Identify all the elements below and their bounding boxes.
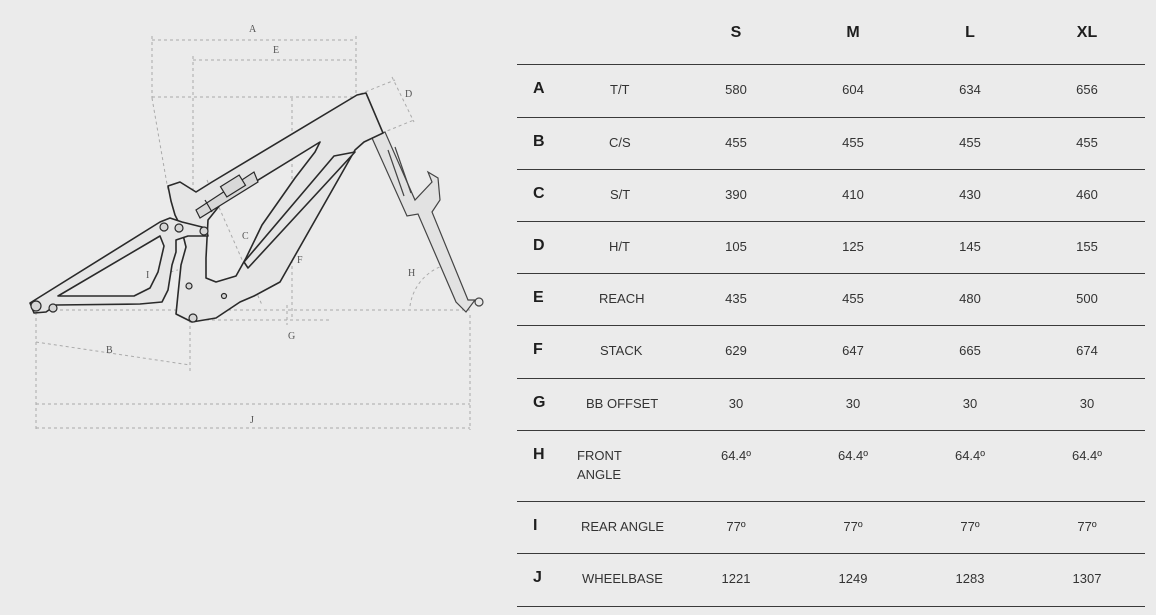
size-header-l: L (965, 24, 975, 41)
table-row (517, 554, 1145, 607)
cell-value: 580 (725, 82, 747, 97)
cell-value: 455 (1076, 135, 1098, 150)
cell-value: 77º (843, 519, 863, 534)
cell-value: 500 (1076, 291, 1098, 306)
row-name: WHEELBASE (582, 571, 663, 586)
cell-value: 64.4º (954, 448, 986, 463)
table-row (517, 170, 1145, 222)
row-letter: G (533, 394, 546, 411)
fork (372, 132, 475, 312)
cell-value: 656 (1076, 82, 1098, 97)
row-letter: C (533, 185, 545, 202)
dim-line-b (36, 342, 190, 365)
cell-value: 77º (726, 519, 746, 534)
cell-value: 435 (725, 291, 747, 306)
cell-value: 430 (959, 187, 981, 202)
cell-value: 455 (842, 135, 864, 150)
size-header-m: M (846, 24, 860, 41)
frame-drawing (0, 0, 505, 615)
cell-value: 145 (959, 239, 981, 254)
row-letter: I (533, 517, 538, 534)
cell-value: 30 (728, 396, 744, 411)
row-letter: J (533, 569, 542, 586)
cell-value: 64.4º (720, 448, 752, 463)
cell-value: 155 (1076, 239, 1098, 254)
cell-value: 674 (1076, 343, 1098, 358)
row-name: S/T (610, 187, 631, 202)
table-row (517, 326, 1145, 379)
cell-value: 455 (725, 135, 747, 150)
rear-axle (31, 301, 41, 311)
cell-value: 629 (725, 343, 747, 358)
bottom-bracket (189, 314, 197, 322)
row-letter: D (533, 237, 545, 254)
label-h: H (408, 268, 416, 279)
label-c: C (242, 231, 249, 242)
table-row (517, 379, 1145, 431)
cell-value: 1221 (721, 571, 751, 586)
cell-value: 125 (842, 239, 864, 254)
cell-value: 30 (962, 396, 978, 411)
table-row (517, 502, 1145, 554)
cell-value: 30 (1079, 396, 1095, 411)
label-e: E (273, 45, 280, 56)
label-g: G (288, 331, 296, 342)
cell-value: 64.4º (1071, 448, 1103, 463)
cell-value: 1307 (1072, 571, 1102, 586)
row-name: STACK (600, 343, 643, 358)
cell-value: 634 (959, 82, 981, 97)
cell-value: 77º (960, 519, 980, 534)
cell-value: 390 (725, 187, 747, 202)
label-a: A (249, 24, 257, 35)
row-letter: H (533, 446, 545, 463)
row-name: REAR ANGLE (581, 519, 665, 534)
pivot (175, 224, 183, 232)
table-row (517, 222, 1145, 274)
table-row (517, 274, 1145, 326)
label-d: D (405, 89, 413, 100)
cell-value: 665 (959, 343, 981, 358)
frame-geometry-diagram (0, 0, 505, 615)
row-letter: E (533, 289, 544, 306)
label-f: F (297, 255, 303, 266)
cell-value: 460 (1076, 187, 1098, 202)
cell-value: 30 (845, 396, 861, 411)
row-name: REACH (599, 291, 645, 306)
row-letter: B (533, 133, 545, 150)
row-name: C/S (609, 135, 631, 150)
cell-value: 1283 (955, 571, 985, 586)
label-b: B (106, 345, 113, 356)
size-header-s: S (730, 24, 742, 41)
angle-arc-h (410, 265, 445, 306)
cell-value: 410 (842, 187, 864, 202)
cell-value: 604 (842, 82, 864, 97)
front-axle (475, 298, 483, 306)
cell-value: 480 (959, 291, 981, 306)
cell-value: 1249 (838, 571, 868, 586)
cell-value: 455 (959, 135, 981, 150)
cell-value: 105 (725, 239, 747, 254)
row-name: BB OFFSET (586, 396, 659, 411)
row-name: H/T (609, 239, 630, 254)
row-letter: A (533, 80, 545, 97)
row-letter: F (533, 341, 543, 358)
label-j: J (250, 415, 254, 426)
table-header (517, 0, 1145, 65)
table-row (517, 431, 1145, 502)
label-i: I (146, 270, 150, 281)
cell-value: 647 (842, 343, 864, 358)
cell-value: 64.4º (837, 448, 869, 463)
cell-value: 455 (842, 291, 864, 306)
row-name: T/T (610, 82, 630, 97)
cell-value: 77º (1077, 519, 1097, 534)
size-header-xl: XL (1076, 24, 1098, 41)
table-row (517, 118, 1145, 170)
row-name-line1: FRONT (577, 448, 622, 463)
table-row (517, 65, 1145, 118)
row-name-line2: ANGLE (577, 467, 622, 482)
